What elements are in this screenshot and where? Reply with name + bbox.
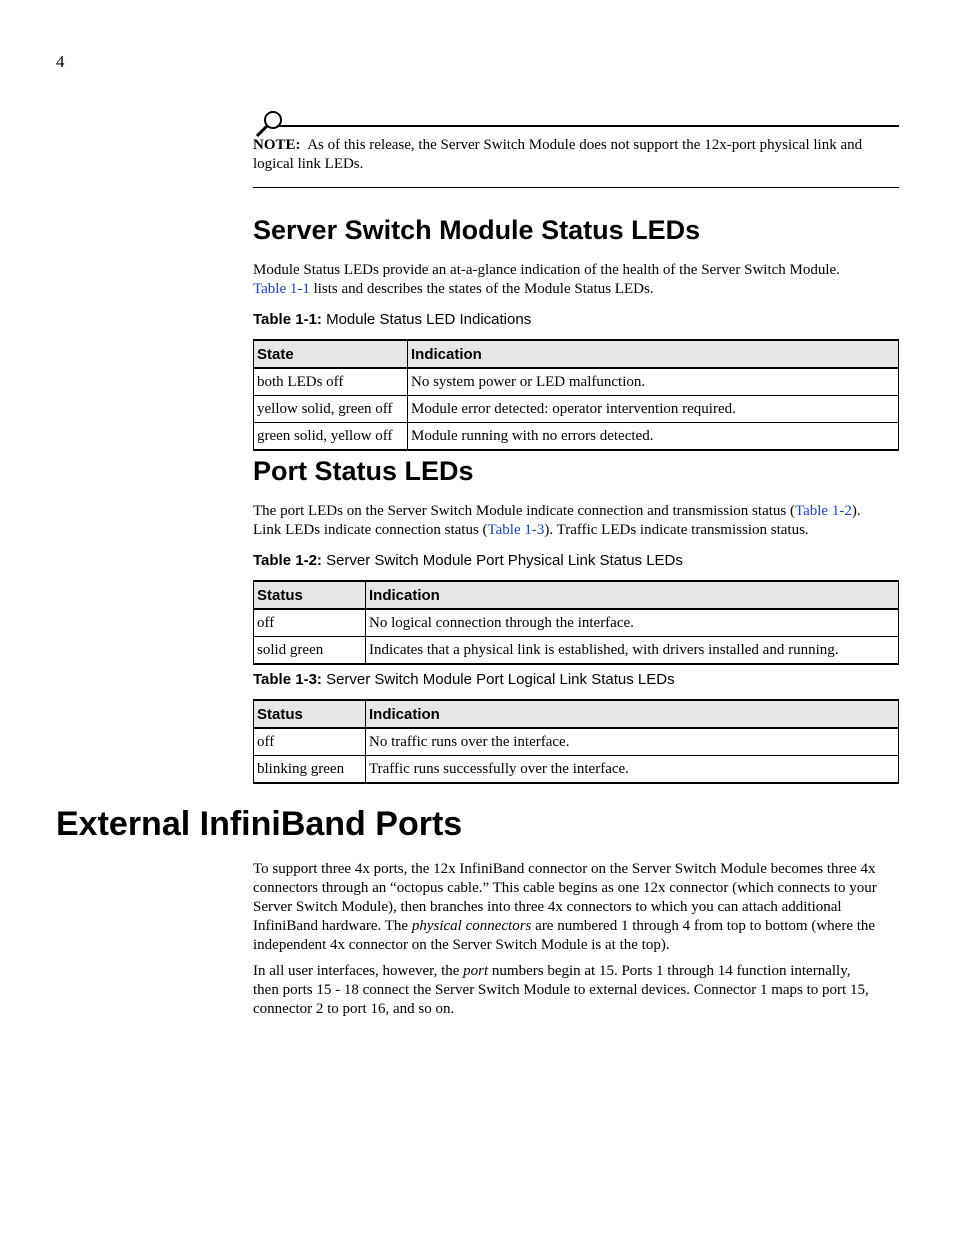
status-paragraph: Module Status LEDs provide an at-a-glance indication of the health of the Server Switch Module. Table 1-1 lists and describes the states of the Module Status LEDs. [253, 262, 840, 297]
table-1-3-caption: Table 1-3: Server Switch Module Port Logical Link Status LEDs [253, 671, 675, 688]
table-row [254, 609, 899, 637]
note-text: NOTE: As of this release, the Server Switch Module does not support the 12x-port physical link and logical link LEDs. [253, 137, 863, 172]
column-header: Status [254, 700, 366, 728]
table-row [254, 368, 899, 396]
table-cell: both LEDs off [254, 368, 408, 396]
column-header: Indication [366, 700, 899, 728]
table-cell: solid green [254, 637, 366, 665]
column-header: Indication [366, 581, 899, 609]
column-header: Status [254, 581, 366, 609]
table-row [254, 423, 899, 451]
table-cell: yellow solid, green off [254, 396, 408, 423]
table-row [254, 728, 899, 756]
table-1-1 [253, 339, 899, 451]
external-paragraph-2: In all user interfaces, however, the port numbers begin at 15. Ports 1 through 14 function internally, then ports 15 - 18 connect the Server Switch Module to external devices. Connector 1 maps to port 15, connector 2 to port 16, and so on. [253, 963, 869, 1017]
table-cell: Module error detected: operator intervention required. [408, 396, 899, 423]
section-heading-port: Port Status LEDs [253, 456, 474, 486]
section-heading-status: Server Switch Module Status LEDs [253, 215, 701, 245]
table-row [254, 756, 899, 784]
link-table-1-3[interactable]: Table 1-3 [487, 522, 545, 538]
table-cell: blinking green [254, 756, 366, 784]
section-heading-external: External InfiniBand Ports [56, 805, 463, 843]
table-1-1-caption: Table 1-1: Module Status LED Indications [253, 311, 532, 328]
column-header: State [254, 340, 408, 368]
link-table-1-2[interactable]: Table 1-2 [794, 503, 852, 519]
port-paragraph: The port LEDs on the Server Switch Module indicate connection and transmission status (Table 1-2). Link LEDs indicate connection status (Table 1-3). Traffic LEDs indicate transmission status. [253, 503, 861, 538]
table-header-row [254, 700, 899, 728]
table-cell: No system power or LED malfunction. [408, 368, 899, 396]
table-1-3 [253, 699, 899, 784]
table-cell: off [254, 728, 366, 756]
note-box [253, 108, 899, 188]
table-cell: Module running with no errors detected. [408, 423, 899, 451]
page-number: 4 [56, 52, 65, 71]
table-cell: No traffic runs over the interface. [366, 728, 899, 756]
table-cell: Traffic runs successfully over the interface. [366, 756, 899, 784]
magnifier-icon [253, 108, 283, 138]
table-1-2-caption: Table 1-2: Server Switch Module Port Physical Link Status LEDs [253, 552, 683, 569]
table-cell: No logical connection through the interface. [366, 609, 899, 637]
column-header: Indication [408, 340, 899, 368]
table-cell: off [254, 609, 366, 637]
table-1-2 [253, 580, 899, 665]
link-table-1-1[interactable]: Table 1-1 [253, 281, 310, 297]
table-cell: green solid, yellow off [254, 423, 408, 451]
external-paragraph-1: To support three 4x ports, the 12x InfiniBand connector on the Server Switch Module becomes three 4x connectors through an “octopus cable.” This cable begins as one 12x connector (which connects to your Server Switch Module), then branches into three 4x connectors to which you can attach additional InfiniBand hardware. The physical connectors are numbered 1 through 4 from top to bottom (where the independent 4x connector on the Server Switch Module is at the top). [253, 861, 877, 953]
table-cell: Indicates that a physical link is established, with drivers installed and running. [366, 637, 899, 665]
table-row [254, 396, 899, 423]
table-row [254, 637, 899, 665]
table-header-row [254, 340, 899, 368]
table-header-row [254, 581, 899, 609]
